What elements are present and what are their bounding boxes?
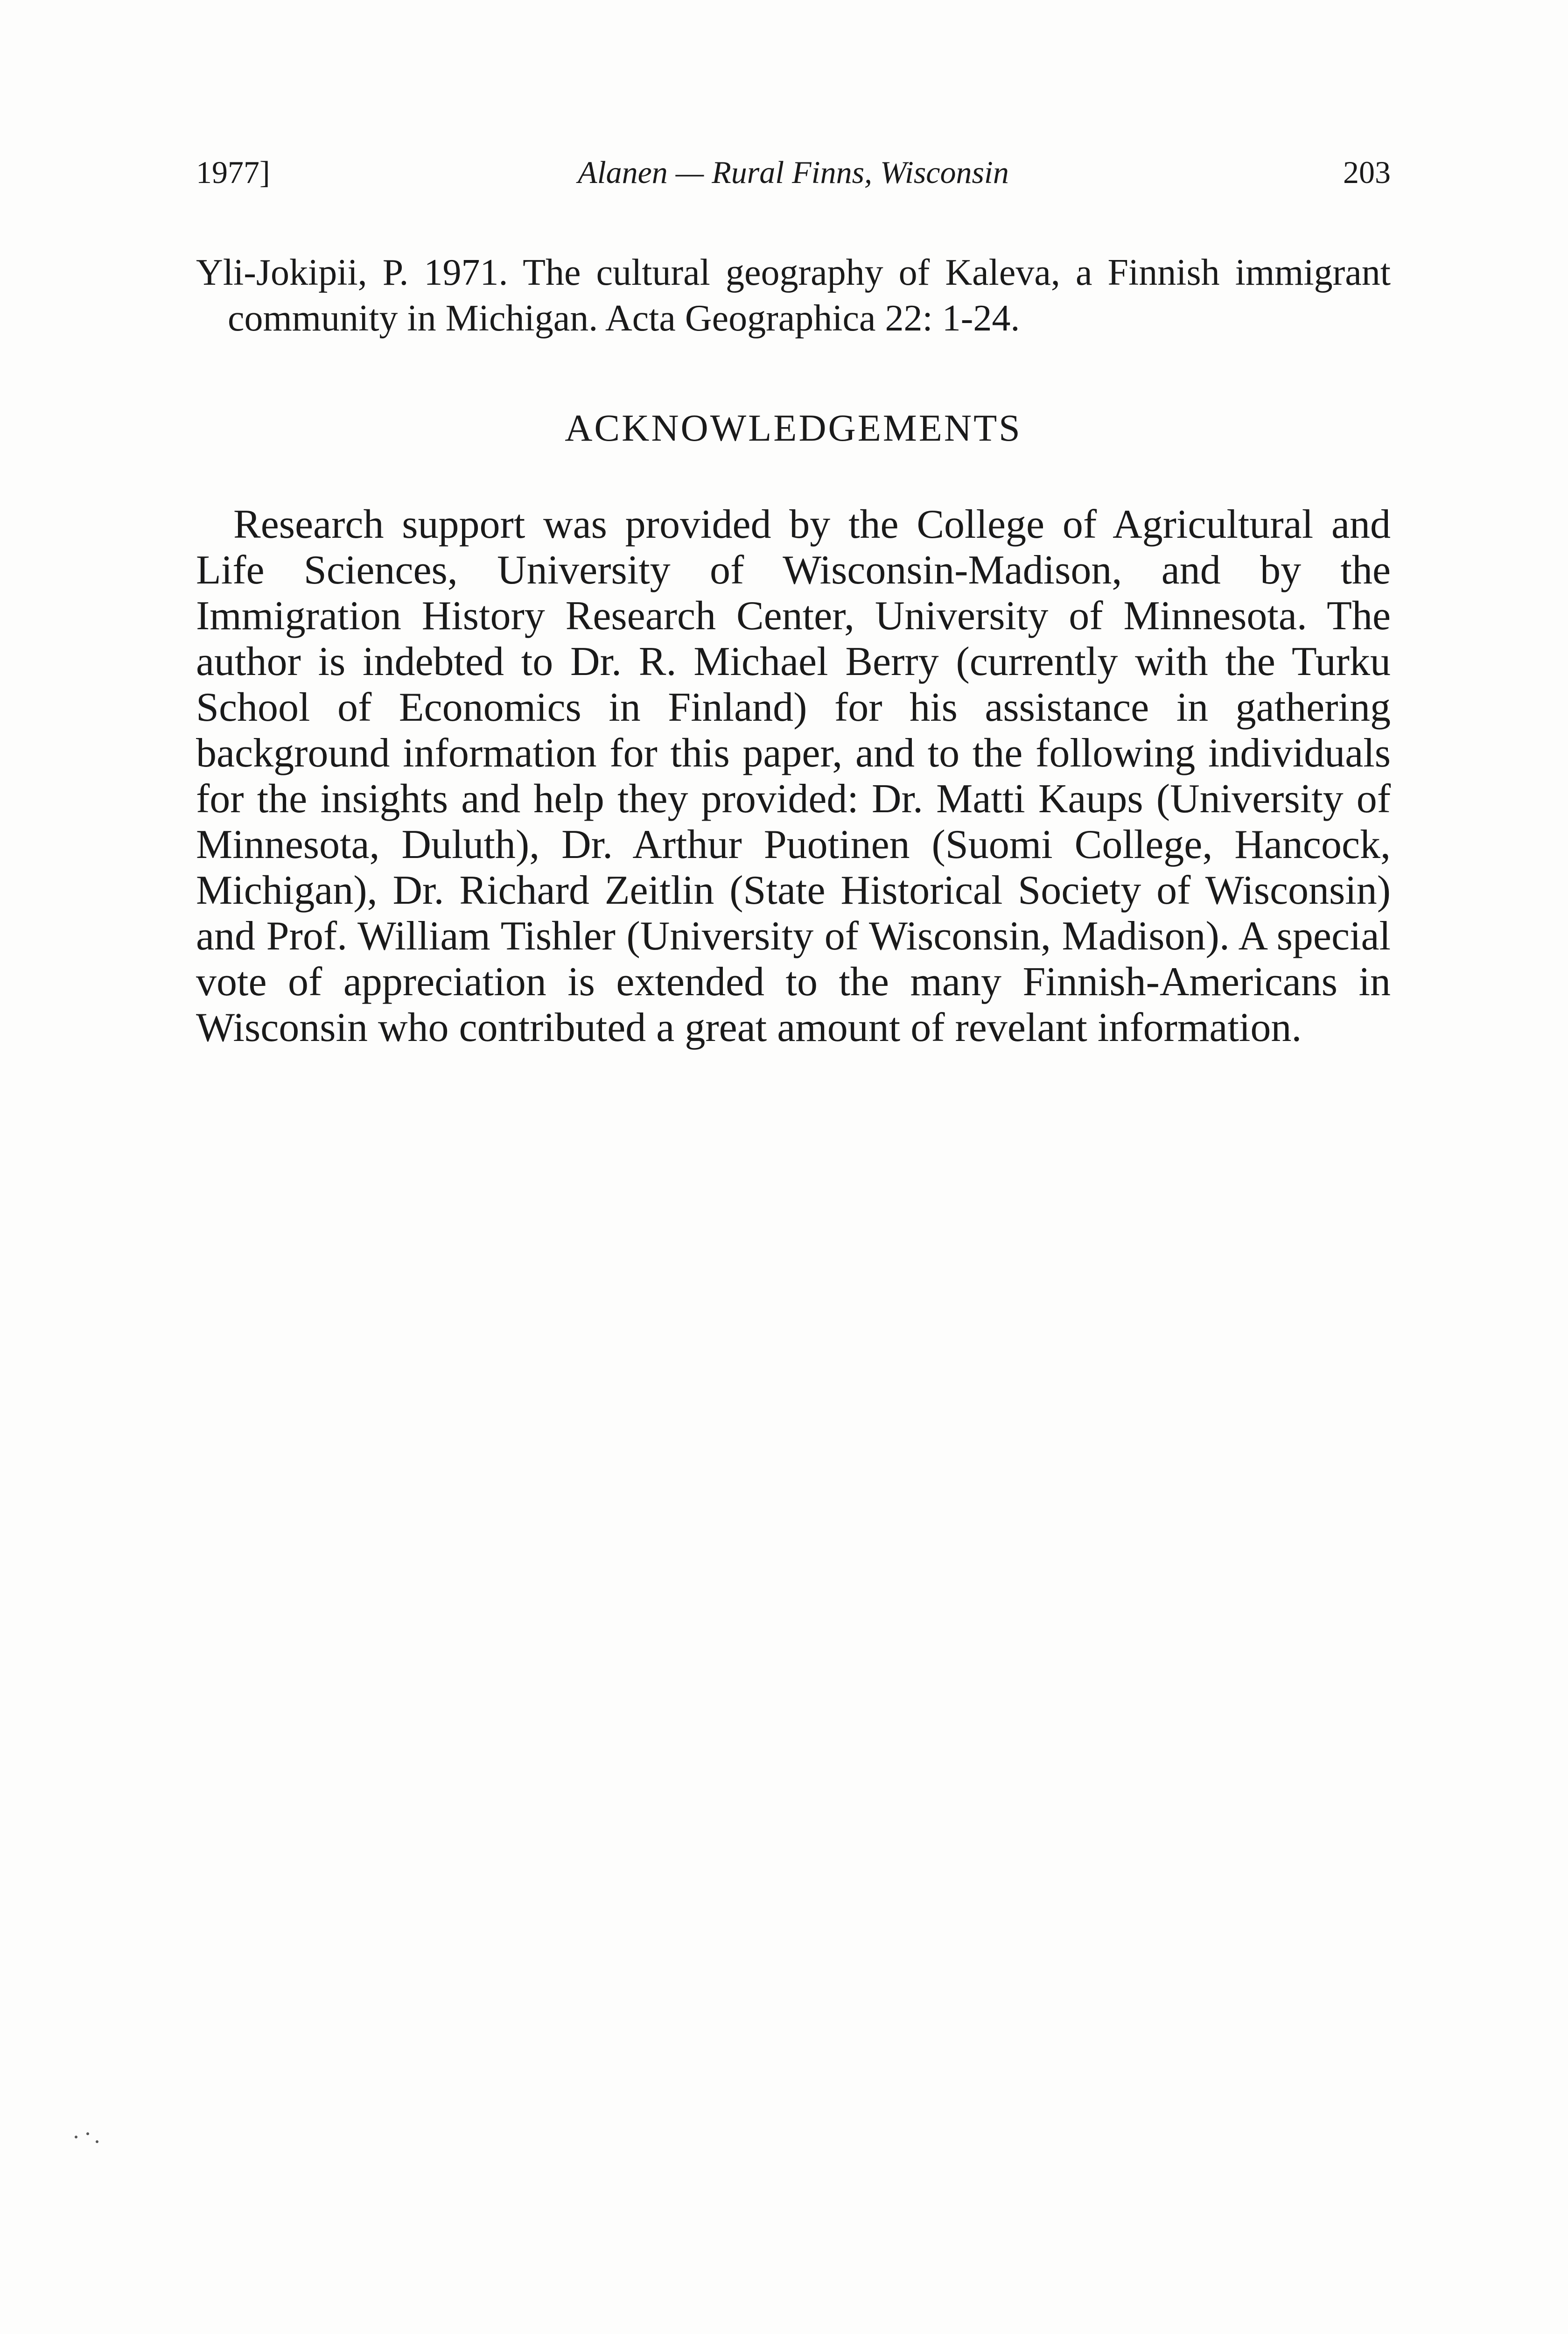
acknowledgements-paragraph: Research support was provided by the College of Agricultural and Life Sciences, University of Wisconsin-Madison, and by the Immigration History Research Center, University of Minnesota. The author is indebted to Dr. R. Michael Berry (currently with the Turku School of Economics in Finland) for his assistance in gathering background information for this paper, and to the following individuals for the insights and help they provided: Dr. Matti Kaups (University of Minnesota, Duluth), Dr. Arthur Puotinen (Suomi College, Hancock, Michigan), Dr. Richard Zeitlin (State Historical Society of Wisconsin) and Prof. William Tishler (University of Wisconsin, Madison). A special vote of appreciation is extended to the many Finnish-Americans in Wisconsin who contributed a great amount of revelant information.: [196, 502, 1391, 1050]
section-heading: ACKNOWLEDGEMENTS: [565, 407, 1022, 449]
scan-speck: [96, 2140, 98, 2143]
reference-entry: Yli-Jokipii, P. 1971. The cultural geography of Kaleva, a Finnish immigrant community in Michigan. Acta Geographica 22: 1-24.: [196, 252, 1391, 339]
page-number: 203: [1343, 155, 1391, 190]
journal-year: 1977]: [196, 155, 270, 190]
running-title: Alanen — Rural Finns, Wisconsin: [578, 155, 1009, 190]
scan-speck: [75, 2136, 77, 2138]
running-header: [196, 154, 1391, 196]
scan-speck: [86, 2132, 89, 2135]
